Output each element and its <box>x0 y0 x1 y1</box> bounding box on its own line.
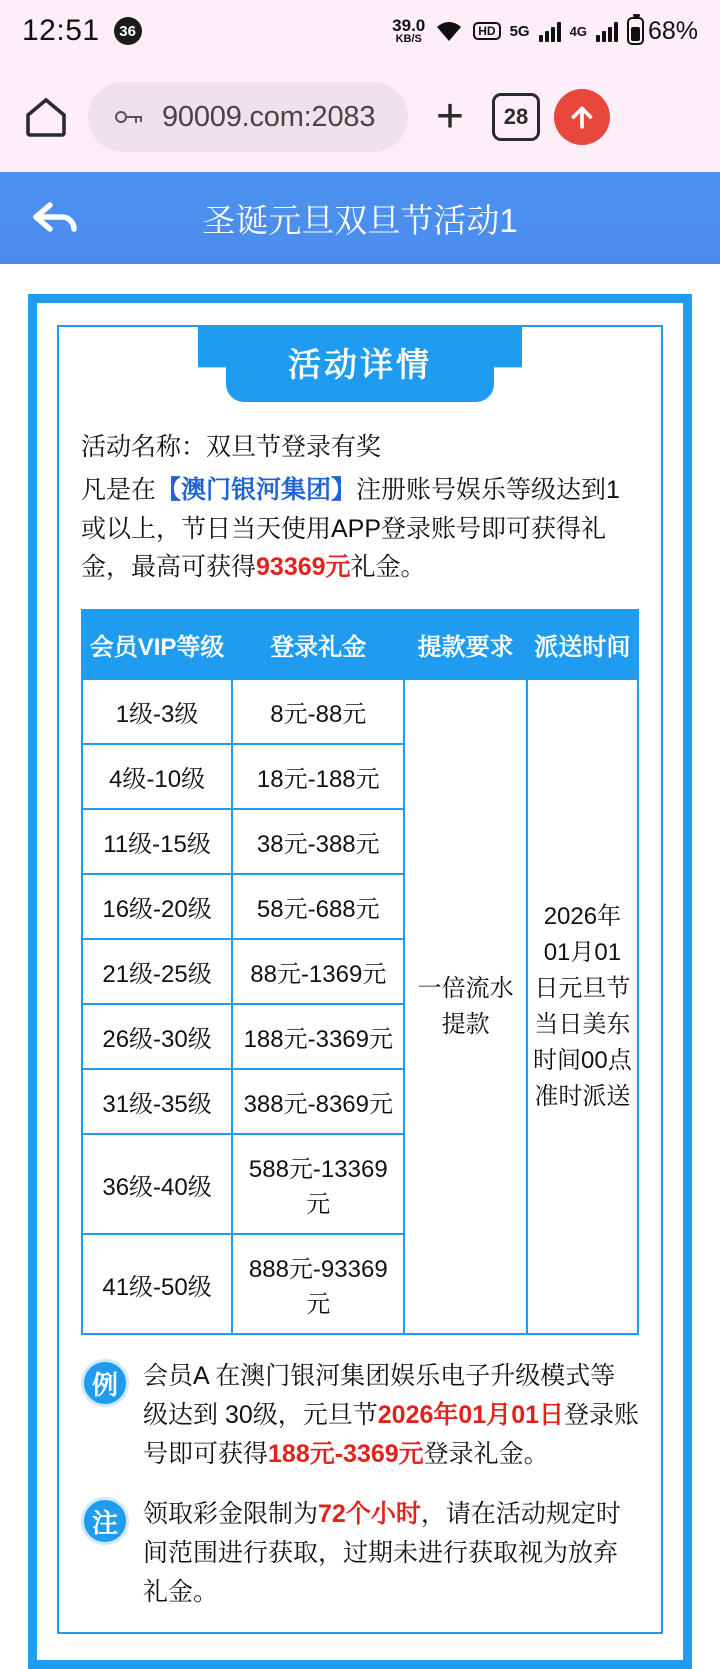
cell-bonus: 18元-188元 <box>232 744 404 809</box>
vip-bonus-table <box>81 609 639 1335</box>
table-header-level: 会员VIP等级 <box>82 610 232 679</box>
hd-icon: HD <box>473 22 500 40</box>
activity-poster <box>28 294 692 1669</box>
rule-text-a: 凡是在 <box>81 475 157 504</box>
network-speed-indicator <box>392 17 425 45</box>
cell-bonus: 88元-1369元 <box>232 939 404 1004</box>
new-tab-button[interactable]: + <box>435 90 465 143</box>
back-arrow-icon[interactable] <box>28 190 84 246</box>
cell-level: 11级-15级 <box>82 809 232 874</box>
address-bar[interactable] <box>88 82 408 152</box>
brand-name: 【澳门银河集团】 <box>156 475 357 504</box>
battery-indicator <box>627 17 698 46</box>
cell-bonus: 8元-88元 <box>232 679 404 744</box>
tab-switcher-button[interactable]: 28 <box>492 93 540 141</box>
cell-level: 4级-10级 <box>82 744 232 809</box>
network-5g-label: 5G <box>509 22 530 40</box>
wifi-icon <box>434 19 464 43</box>
table-header-bonus: 登录礼金 <box>232 610 404 679</box>
cell-level: 36级-40级 <box>82 1134 232 1234</box>
table-header-withdraw: 提款要求 <box>404 610 526 679</box>
status-clock: 12:51 <box>22 14 100 47</box>
home-icon[interactable] <box>18 89 74 145</box>
notification-count-badge: 36 <box>114 17 142 45</box>
browser-toolbar <box>0 62 720 172</box>
attention-note-text <box>143 1495 639 1611</box>
attention-badge: 注 <box>81 1497 129 1545</box>
cell-bonus: 888元-93369元 <box>232 1234 404 1334</box>
attention-note <box>59 1495 661 1611</box>
cell-bonus: 38元-388元 <box>232 809 404 874</box>
example-note <box>59 1357 661 1473</box>
status-bar <box>0 0 720 62</box>
cell-level: 21级-25级 <box>82 939 232 1004</box>
example-text-c: 登录礼金。 <box>423 1439 549 1468</box>
example-badge: 例 <box>81 1359 129 1407</box>
network-speed-value: 39.0 <box>392 16 426 35</box>
activity-name-line <box>81 428 639 467</box>
example-note-text <box>143 1357 639 1473</box>
table-row <box>82 679 638 744</box>
cell-level: 31级-35级 <box>82 1069 232 1134</box>
table-header-delivery: 派送时间 <box>527 610 638 679</box>
table-header-row <box>82 610 638 679</box>
network-speed-unit: KB/S <box>395 33 422 45</box>
attention-hours: 72个小时 <box>318 1500 421 1529</box>
ribbon-container <box>59 325 661 402</box>
activity-rule-line <box>81 471 639 587</box>
cell-level: 1级-3级 <box>82 679 232 744</box>
cell-withdraw-requirement: 一倍流水提款 <box>404 679 526 1334</box>
cell-level: 41级-50级 <box>82 1234 232 1334</box>
max-bonus-amount: 93369元 <box>256 553 351 582</box>
cell-bonus: 58元-688元 <box>232 874 404 939</box>
battery-icon <box>627 17 644 45</box>
rule-text-b: 注册账号娱乐等级达到1或以上，节日当天使用APP登录账号即可获得礼金，最高可获得 <box>81 475 620 582</box>
cell-level: 26级-30级 <box>82 1004 232 1069</box>
cell-bonus: 588元-13369元 <box>232 1134 404 1234</box>
address-bar-url: 90009.com:2083 <box>162 100 376 133</box>
example-text-b: 登录账号即可获得 <box>143 1400 640 1468</box>
page-title: 圣诞元旦双旦节活动1 <box>202 201 518 239</box>
activity-content <box>0 264 720 1669</box>
cell-delivery-time: 2026年01月01日元旦节当日美东时间00点准时派送 <box>527 679 638 1334</box>
cell-level: 16级-20级 <box>82 874 232 939</box>
cell-bonus: 188元-3369元 <box>232 1004 404 1069</box>
permission-key-icon[interactable] <box>112 104 146 130</box>
status-bar-left <box>22 14 142 48</box>
upload-arrow-icon[interactable] <box>554 89 610 145</box>
signal-bars-secondary-icon <box>596 20 618 42</box>
page-header <box>0 172 720 264</box>
rule-text-c: 礼金。 <box>350 553 426 582</box>
status-bar-right <box>392 17 698 46</box>
activity-name-value: 双旦节登录有奖 <box>206 433 382 461</box>
example-date: 2026年01月01日 <box>377 1400 564 1429</box>
network-4g-label: 4G <box>569 23 587 39</box>
signal-bars-primary-icon <box>539 20 561 42</box>
poster-inner-frame <box>57 325 663 1634</box>
battery-percent-label: 68% <box>647 16 698 45</box>
example-text-a: 会员A 在澳门银河集团娱乐电子升级模式等级达到 30级，元旦节 <box>143 1362 616 1429</box>
activity-intro <box>59 402 661 587</box>
attention-text-a: 领取彩金限制为 <box>143 1500 319 1529</box>
example-amount: 188元-3369元 <box>268 1439 424 1468</box>
attention-text-b: ，请在活动规定时间范围进行获取，过期未进行获取视为放弃礼金。 <box>143 1500 621 1606</box>
poster-ribbon-title: 活动详情 <box>226 325 494 402</box>
activity-name-label: 活动名称： <box>81 433 207 461</box>
cell-bonus: 388元-8369元 <box>232 1069 404 1134</box>
